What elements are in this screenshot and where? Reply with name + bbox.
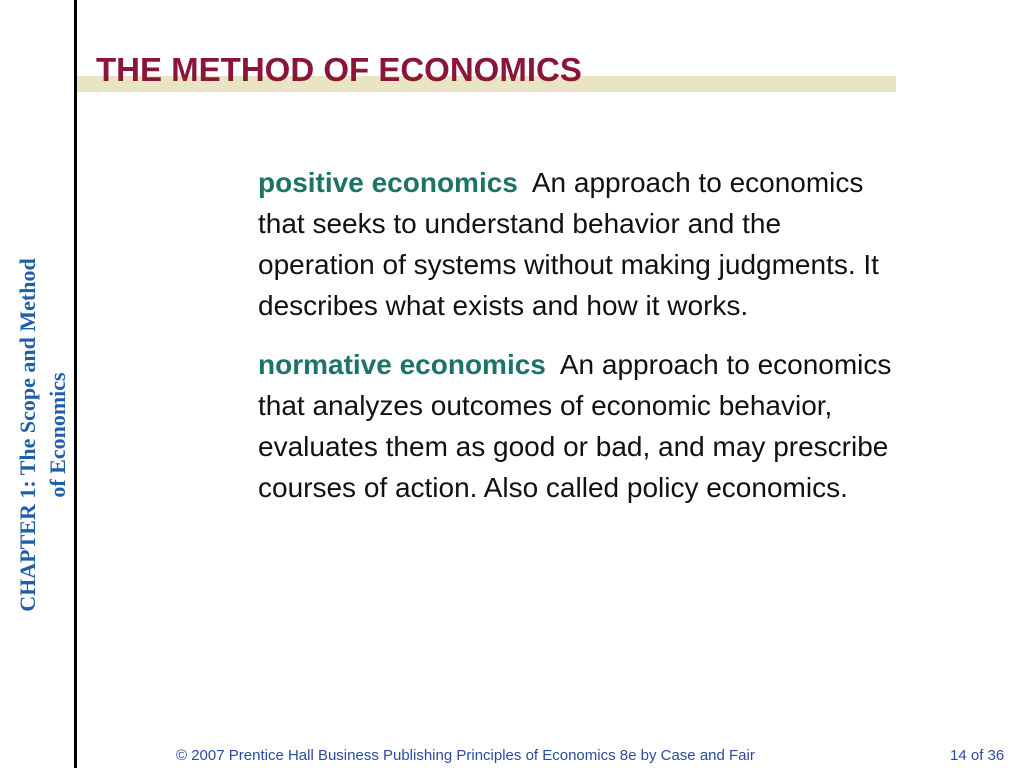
slide-title: THE METHOD OF ECONOMICS: [96, 51, 582, 88]
chapter-label: [13, 200, 73, 670]
chapter-label-line-1: CHAPTER 1: The Scope and Method: [15, 258, 40, 612]
chapter-label-container: [10, 200, 76, 670]
definition-text: An approach to economics that analyzes outcomes of economic behavior, evaluates them as good or bad, and may prescribe courses of action. Also called policy economics.: [258, 349, 892, 503]
definition-normative-economics: [258, 344, 898, 508]
definition-text: An approach to economics that seeks to understand behavior and the operation of systems without making judgments. It describes what exists and how it works.: [258, 167, 879, 321]
definitions-list: [258, 162, 898, 526]
definition-term: normative economics: [258, 349, 546, 380]
footer-copyright: © 2007 Prentice Hall Business Publishing Principles of Economics 8e by Case and Fair: [176, 747, 755, 764]
definition-term: positive economics: [258, 167, 518, 198]
chapter-label-line-2: of Economics: [45, 372, 70, 498]
definition-positive-economics: [258, 162, 898, 326]
footer-page-number: 14 of 36: [950, 747, 1005, 764]
